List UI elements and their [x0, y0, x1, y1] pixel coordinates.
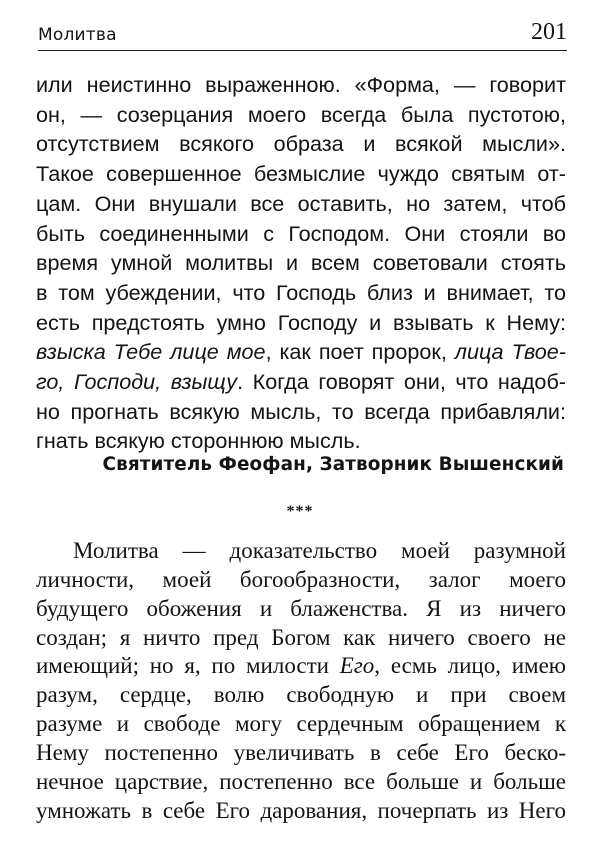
- text-line: будущего обожения и блаженства. Я из ничего: [36, 595, 566, 621]
- section-separator: ***: [286, 503, 314, 520]
- text-line: разум, сердце, волю свободную и при своем: [36, 682, 566, 708]
- text-segment: , есмь лицо, имею: [374, 653, 566, 679]
- attribution: Святитель Феофан, Затворник Вышенский: [102, 454, 564, 475]
- text-line: Такое совершенное безмыслие чуждо святым от-: [36, 161, 566, 187]
- text-line: разуме и свободе могу сердечным обращением к: [36, 711, 566, 737]
- scripture-quote: взыска Тебе лице мое: [36, 339, 266, 365]
- text-line: отсутствием всякого образа и всякой мысли».: [36, 131, 566, 157]
- text-line: быть соединенными с Господом. Они стояли во: [36, 220, 566, 246]
- text-line: или неистинно выраженною. «Форма, — говорит: [36, 72, 566, 97]
- text-line: создан; я ничто пред Богом как ничего своего не: [36, 624, 566, 650]
- text-segment: имеющий; но я, по милости: [36, 653, 340, 679]
- text-line: гнать всякую стороннюю мысль.: [36, 428, 361, 454]
- text-line: время умной молитвы и всем советовали стоять: [36, 250, 566, 276]
- text-line: он, — созерцания моего всегда была пустотою,: [36, 101, 566, 127]
- text-line: Нему постепенно увеличивать в себе Его беско-: [36, 739, 566, 765]
- scripture-quote: лица Твое-: [454, 339, 566, 365]
- text-line: нечное царствие, постепенно все больше и больше: [36, 768, 566, 794]
- emphasis: Его: [339, 653, 375, 679]
- page-number: 201: [531, 19, 567, 45]
- text-line: в том убеждении, что Господь близ и внимает, то: [36, 279, 566, 305]
- page-header: [38, 16, 567, 51]
- text-line: Молитва — доказательство моей разумной: [73, 538, 566, 563]
- scripture-quote: го, Господи, взыщу: [36, 369, 238, 395]
- passage-2: [36, 537, 566, 825]
- text-line: цам. Они внушали все оставить, но затем, чтоб: [36, 190, 566, 216]
- text-line: [36, 337, 566, 367]
- text-line: есть предстоять умно Господу и взывать к Нему:: [36, 309, 566, 335]
- text-segment: . Когда говорят они, что надоб-: [237, 369, 567, 395]
- text-line: [36, 652, 566, 681]
- text-line: умножать в себе Его дарования, почерпать из Него: [36, 797, 566, 823]
- text-segment: , как поет пророк,: [265, 339, 455, 365]
- text-line: [36, 367, 566, 397]
- text-line: но прогнать всякую мысль, то всегда прибавляли:: [36, 398, 566, 424]
- text-line: личности, моей богообразности, залог моего: [36, 566, 566, 592]
- passage-1: [36, 70, 566, 456]
- running-head: Молитва: [38, 25, 117, 45]
